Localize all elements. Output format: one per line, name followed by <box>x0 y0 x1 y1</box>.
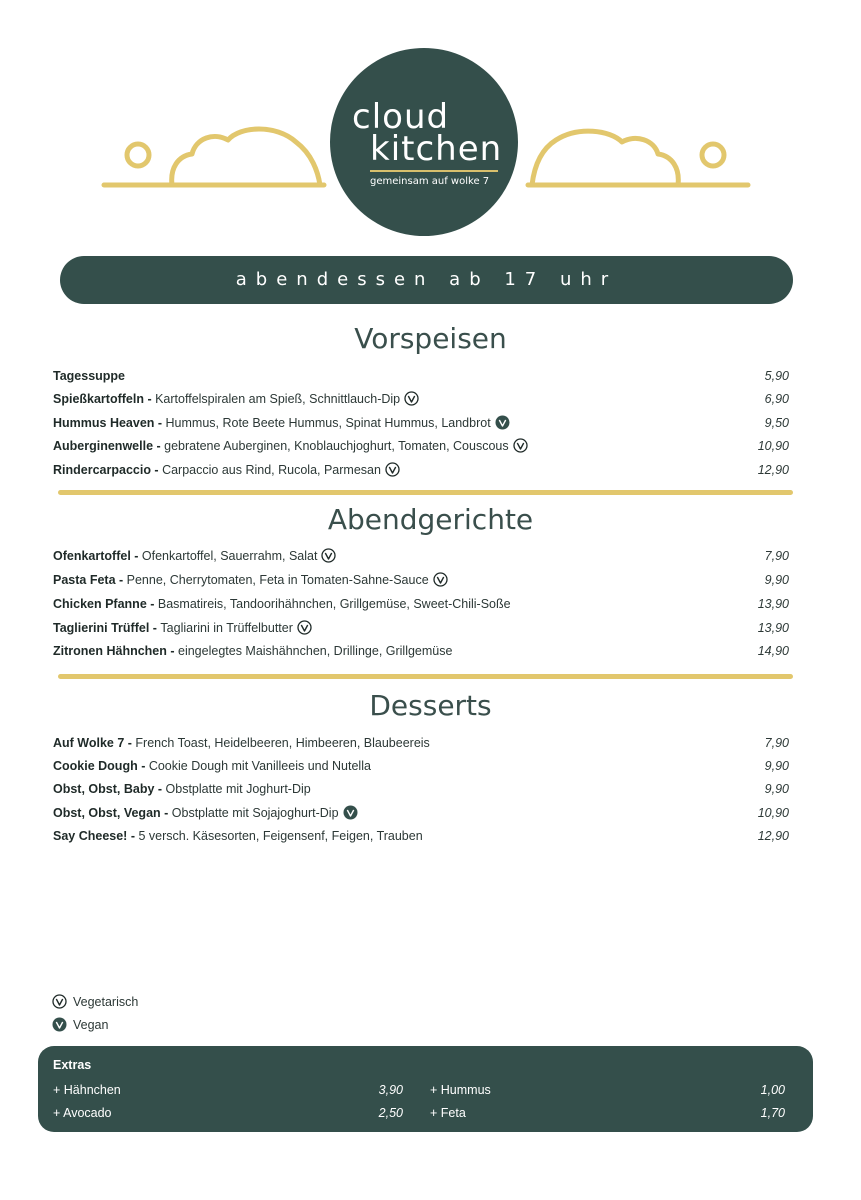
menu-item-name: Cookie Dough - <box>53 759 149 773</box>
menu-item-description: eingelegtes Maishähnchen, Drillinge, Grillgemüse <box>178 644 453 658</box>
menu-item-name: Hummus Heaven - <box>53 416 166 430</box>
legend-vegetarian <box>52 992 138 1012</box>
vegetarian-icon <box>385 462 400 477</box>
vegetarian-icon <box>513 438 528 453</box>
menu-item-price: 13,90 <box>757 597 789 611</box>
menu-item-price: 12,90 <box>757 829 789 843</box>
extras-panel <box>38 1046 813 1132</box>
extras-title: Extras <box>53 1058 92 1072</box>
extra-item <box>430 1103 785 1123</box>
menu-item-name: Auf Wolke 7 - <box>53 736 136 750</box>
section-divider <box>58 490 793 495</box>
menu-item-name: Taglierini Trüffel - <box>53 621 161 635</box>
menu-item <box>53 803 789 823</box>
legend-vegan <box>52 1015 108 1035</box>
section-divider <box>58 674 793 679</box>
vegan-icon <box>52 1017 67 1032</box>
menu-item-price: 9,50 <box>764 416 789 430</box>
menu-item-description: Tagliarini in Trüffelbutter <box>160 621 293 635</box>
menu-item-price: 7,90 <box>764 549 789 563</box>
extra-name: + Feta <box>430 1106 466 1120</box>
menu-item-price: 14,90 <box>757 644 789 658</box>
extra-price: 2,50 <box>378 1106 403 1120</box>
section-title-starters: Vorspeisen <box>354 322 507 355</box>
menu-item-description: French Toast, Heidelbeeren, Himbeeren, Blaubeereis <box>135 736 430 750</box>
menu-item-price: 7,90 <box>764 736 789 750</box>
menu-item-description: Obstplatte mit Joghurt-Dip <box>165 782 311 796</box>
brand-tagline: gemeinsam auf wolke 7 <box>370 176 490 187</box>
menu-item <box>53 826 789 846</box>
menu-item-description: 5 versch. Käsesorten, Feigensenf, Feigen, Trauben <box>138 829 423 843</box>
menu-item-price: 9,90 <box>764 759 789 773</box>
menu-item-price: 9,90 <box>764 782 789 796</box>
menu-item-name: Say Cheese! - <box>53 829 139 843</box>
menu-item <box>53 641 789 661</box>
brand-name-line1: cloud <box>352 97 450 137</box>
menu-item <box>53 618 789 638</box>
menu-item <box>53 570 789 590</box>
section-title-desserts: Desserts <box>369 689 492 722</box>
vegetarian-icon <box>404 391 419 406</box>
menu-item-price: 5,90 <box>764 369 789 383</box>
menu-item <box>53 366 789 386</box>
menu-item-name: Obst, Obst, Vegan - <box>53 806 172 820</box>
menu-item <box>53 413 789 433</box>
menu-item-name: Zitronen Hähnchen - <box>53 644 178 658</box>
menu-item-description: gebratene Auberginen, Knoblauchjoghurt, Tomaten, Couscous <box>164 439 509 453</box>
vegan-icon <box>343 805 358 820</box>
menu-item-name: Obst, Obst, Baby - <box>53 782 166 796</box>
menu-item-price: 10,90 <box>757 439 789 453</box>
menu-item <box>53 546 789 566</box>
extra-item <box>430 1080 785 1100</box>
menu-item-description: Obstplatte mit Sojajoghurt-Dip <box>171 806 339 820</box>
vegetarian-icon <box>297 620 312 635</box>
menu-item-description: Kartoffelspiralen am Spieß, Schnittlauch-Dip <box>155 392 401 406</box>
menu-item-description: Carpaccio aus Rind, Rucola, Parmesan <box>162 463 381 477</box>
menu-item <box>53 436 789 456</box>
menu-item-price: 6,90 <box>764 392 789 406</box>
menu-item <box>53 389 789 409</box>
menu-item-price: 9,90 <box>764 573 789 587</box>
menu-item <box>53 779 789 799</box>
brand-name-line2: kitchen <box>370 129 503 169</box>
menu-item-price: 13,90 <box>757 621 789 635</box>
extra-item <box>53 1103 403 1123</box>
menu-item <box>53 460 789 480</box>
menu-item-name: Ofenkartoffel - <box>53 549 142 563</box>
menu-item-name: Auberginenwelle - <box>53 439 165 453</box>
menu-item-description: Basmatireis, Tandoorihähnchen, Grillgemüse, Sweet-Chili-Soße <box>157 597 511 611</box>
brand-logo <box>330 48 518 236</box>
menu-item-name: Tagessuppe <box>53 369 126 383</box>
vegetarian-icon <box>321 548 336 563</box>
menu-item-price: 12,90 <box>757 463 789 477</box>
extra-name: + Hähnchen <box>53 1083 121 1097</box>
extra-name: + Hummus <box>430 1083 491 1097</box>
menu-item-name: Pasta Feta - <box>53 573 127 587</box>
logo-rule <box>370 170 498 172</box>
menu-item-price: 10,90 <box>757 806 789 820</box>
menu-header <box>0 0 861 250</box>
menu-item-description: Hummus, Rote Beete Hummus, Spinat Hummus, Landbrot <box>165 416 491 430</box>
extra-price: 3,90 <box>378 1083 403 1097</box>
extra-price: 1,00 <box>760 1083 785 1097</box>
extra-price: 1,70 <box>760 1106 785 1120</box>
vegetarian-icon <box>433 572 448 587</box>
menu-item <box>53 733 789 753</box>
vegan-icon <box>495 415 510 430</box>
menu-item-name: Spießkartoffeln - <box>53 392 156 406</box>
extra-item <box>53 1080 403 1100</box>
menu-item-name: Rindercarpaccio - <box>53 463 163 477</box>
menu-item-description: Cookie Dough mit Vanilleeis und Nutella <box>148 759 371 773</box>
legend-vegan-label: Vegan <box>73 1018 109 1032</box>
menu-item <box>53 756 789 776</box>
legend-vegetarian-label: Vegetarisch <box>73 995 139 1009</box>
menu-item-description: Ofenkartoffel, Sauerrahm, Salat <box>141 549 318 563</box>
menu-item-description: Penne, Cherrytomaten, Feta in Tomaten-Sahne-Sauce <box>126 573 429 587</box>
menu-item-name: Chicken Pfanne - <box>53 597 158 611</box>
menu-item <box>53 594 789 614</box>
extra-name: + Avocado <box>53 1106 112 1120</box>
section-title-mains: Abendgerichte <box>327 503 534 536</box>
vegetarian-icon <box>52 994 67 1009</box>
banner-dinner-hours: abendessen ab 17 uhr <box>60 256 793 304</box>
